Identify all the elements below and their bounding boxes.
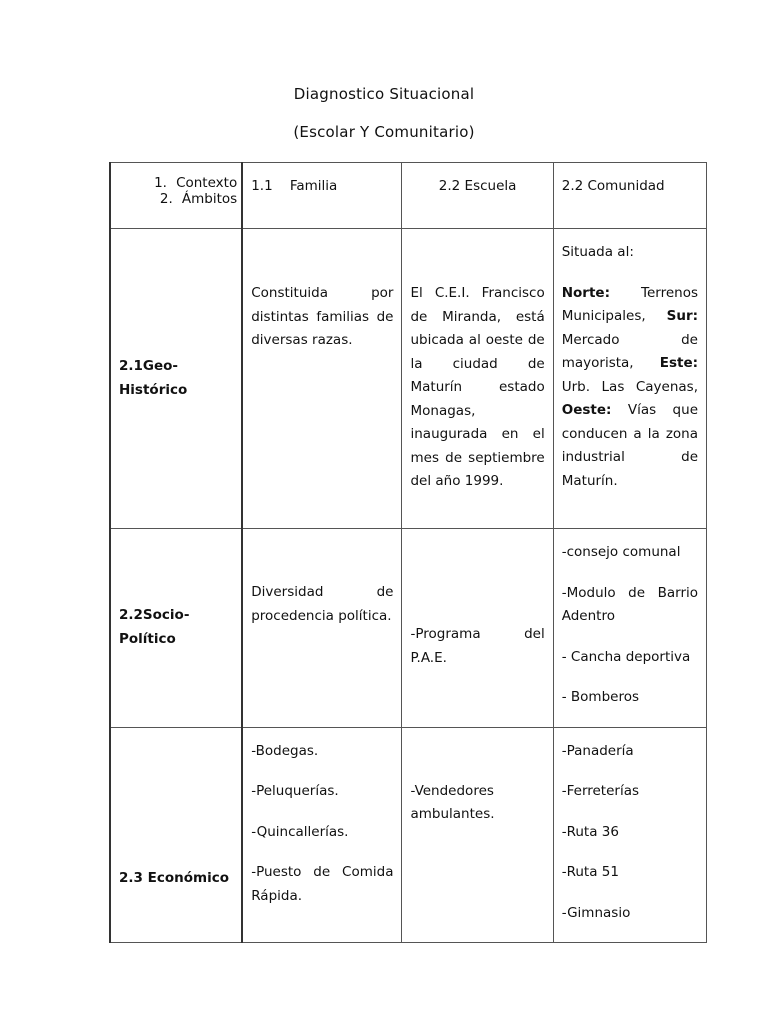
cell-text: Diversidad de procedencia política. bbox=[251, 584, 394, 624]
cell-text: Constituida por distintas familias de diversas razas. bbox=[251, 285, 394, 348]
list-item: -Ferreterías bbox=[561, 783, 640, 799]
list-item: -Gimnasio bbox=[561, 904, 631, 921]
document-subtitle: (Escolar Y Comunitario) bbox=[293, 123, 475, 141]
document-title: Diagnostico Situacional bbox=[293, 85, 475, 103]
header-escuela: 2.2 Escuela bbox=[402, 163, 553, 229]
row-label-geo-historico: 2.1Geo-Histórico bbox=[110, 229, 242, 529]
list-item: -Ruta 51 bbox=[561, 864, 619, 880]
table-header-row bbox=[110, 163, 707, 229]
diagnostic-table bbox=[109, 162, 707, 943]
list-item: -Peluquerías. bbox=[251, 783, 339, 799]
cell-text: El C.E.I. Francisco de Miranda, está ubicada al oeste de la ciudad de Maturín estado Monagas, inaugurada en el mes de septiembre del año 1999. bbox=[410, 285, 545, 489]
cell-escuela bbox=[402, 229, 553, 529]
cell-comunidad bbox=[553, 529, 706, 728]
cell-familia bbox=[242, 529, 402, 728]
row-label-socio-politico: 2.2Socio-Político bbox=[110, 529, 242, 728]
table-row bbox=[110, 229, 707, 529]
list-item: - Cancha deportiva bbox=[561, 648, 691, 665]
cell-comunidad bbox=[553, 229, 706, 529]
cell-escuela bbox=[402, 529, 553, 728]
cell-text: -Programa del P.A.E. bbox=[410, 626, 545, 666]
cell-text: Situada al: bbox=[561, 244, 634, 260]
header-comunidad: 2.2 Comunidad bbox=[553, 163, 706, 229]
list-item: -Modulo de Barrio Adentro bbox=[561, 584, 698, 624]
cell-comunidad bbox=[553, 727, 706, 943]
list-item: -Quincallerías. bbox=[251, 823, 349, 840]
table-row bbox=[110, 529, 707, 728]
header-context-areas bbox=[110, 163, 242, 229]
cell-familia bbox=[242, 229, 402, 529]
header-item-areas: 2. Ámbitos bbox=[159, 191, 238, 207]
cell-familia bbox=[242, 727, 402, 943]
row-label-economico: 2.3 Económico bbox=[110, 727, 242, 943]
cell-text: Norte: Terrenos Municipales, Sur: Mercado de mayorista, Este: Urb. Las Cayenas, Oeste: Vías que conducen a la zona industrial de Maturín. bbox=[561, 284, 698, 489]
list-item: -Ruta 36 bbox=[561, 823, 619, 840]
list-item: -Panadería bbox=[561, 742, 634, 759]
cell-text: -Vendedores ambulantes. bbox=[410, 782, 495, 822]
list-item: -consejo comunal bbox=[561, 544, 681, 560]
header-familia: 1.1 Familia bbox=[242, 163, 402, 229]
list-item: -Puesto de Comida Rápida. bbox=[251, 864, 394, 904]
list-item: - Bomberos bbox=[561, 689, 639, 705]
header-item-context: 1. Contexto bbox=[154, 175, 238, 191]
cell-escuela bbox=[402, 727, 553, 943]
list-item: -Bodegas. bbox=[251, 742, 319, 759]
table-row bbox=[110, 727, 707, 943]
